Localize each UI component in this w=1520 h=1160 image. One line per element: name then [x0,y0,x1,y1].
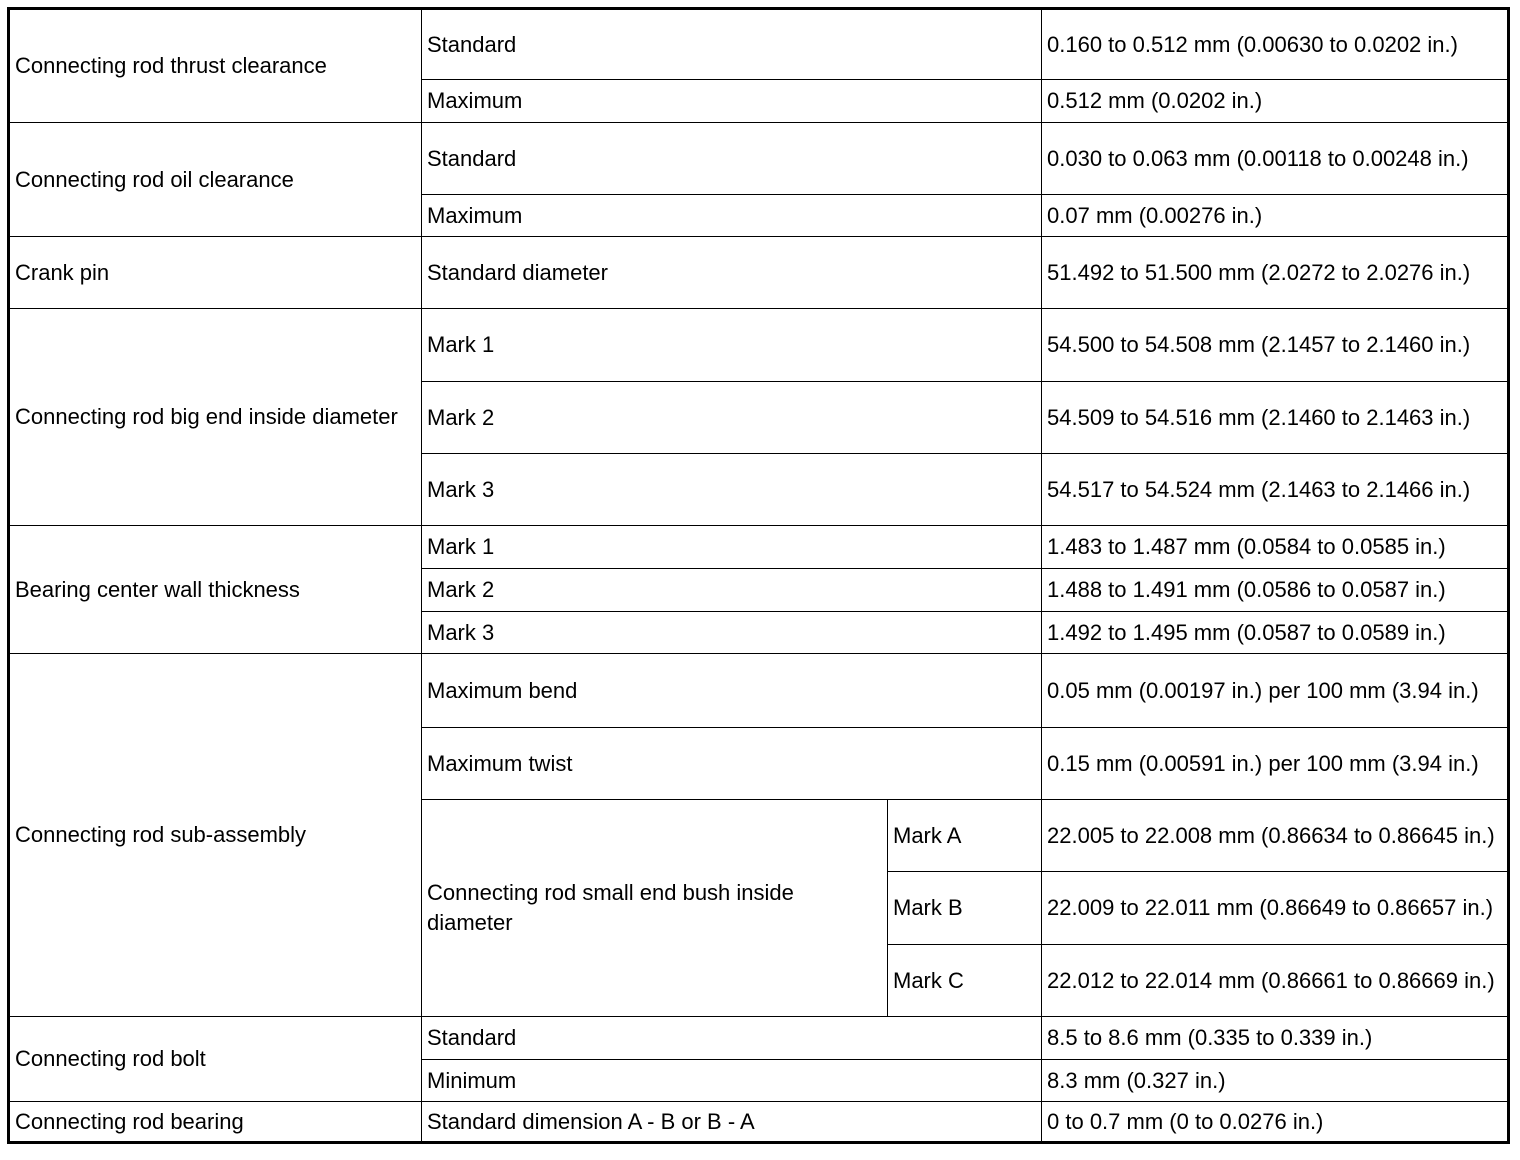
spec-value: 0.15 mm (0.00591 in.) per 100 mm (3.94 in.) [1042,728,1509,800]
item-cell: Connecting rod sub-assembly [9,654,422,1017]
item-cell: Connecting rod big end inside diameter [9,309,422,526]
spec-value: 0.05 mm (0.00197 in.) per 100 mm (3.94 in.) [1042,654,1509,728]
item-cell: Bearing center wall thickness [9,526,422,654]
spec-label: Maximum bend [422,654,1042,728]
spec-value: 1.488 to 1.491 mm (0.0586 to 0.0587 in.) [1042,569,1509,612]
table-row [9,309,1509,382]
spec-value: 51.492 to 51.500 mm (2.0272 to 2.0276 in.) [1042,237,1509,309]
item-cell: Connecting rod bolt [9,1017,422,1102]
mark-label: Mark C [888,945,1042,1017]
spec-label: Connecting rod small end bush inside diameter [422,800,888,1017]
spec-label: Minimum [422,1060,1042,1102]
spec-label: Standard [422,123,1042,195]
spec-value: 0.512 mm (0.0202 in.) [1042,80,1509,123]
table-row [9,123,1509,195]
item-cell: Connecting rod thrust clearance [9,9,422,123]
table-row [9,1102,1509,1143]
spec-label: Standard [422,1017,1042,1060]
spec-label: Mark 3 [422,612,1042,654]
item-cell: Connecting rod oil clearance [9,123,422,237]
spec-value: 0.030 to 0.063 mm (0.00118 to 0.00248 in.) [1042,123,1509,195]
spec-value: 22.009 to 22.011 mm (0.86649 to 0.86657 in.) [1042,872,1509,945]
spec-label: Maximum [422,195,1042,237]
spec-value: 8.3 mm (0.327 in.) [1042,1060,1509,1102]
table-row [9,9,1509,80]
spec-value: 1.492 to 1.495 mm (0.0587 to 0.0589 in.) [1042,612,1509,654]
spec-value: 0 to 0.7 mm (0 to 0.0276 in.) [1042,1102,1509,1143]
spec-value: 22.005 to 22.008 mm (0.86634 to 0.86645 in.) [1042,800,1509,872]
table-row [9,1017,1509,1060]
spec-label: Mark 2 [422,382,1042,454]
spec-value: 0.160 to 0.512 mm (0.00630 to 0.0202 in.) [1042,9,1509,80]
table-row [9,654,1509,728]
mark-label: Mark B [888,872,1042,945]
spec-value: 54.517 to 54.524 mm (2.1463 to 2.1466 in.) [1042,454,1509,526]
spec-label: Standard diameter [422,237,1042,309]
spec-label: Mark 3 [422,454,1042,526]
spec-label: Mark 2 [422,569,1042,612]
spec-value: 22.012 to 22.014 mm (0.86661 to 0.86669 in.) [1042,945,1509,1017]
table-row [9,526,1509,569]
spec-value: 54.509 to 54.516 mm (2.1460 to 2.1463 in.) [1042,382,1509,454]
spec-label: Maximum twist [422,728,1042,800]
spec-label: Mark 1 [422,526,1042,569]
spec-label: Standard [422,9,1042,80]
specification-table [7,7,1510,1144]
spec-label: Maximum [422,80,1042,123]
item-cell: Connecting rod bearing [9,1102,422,1143]
item-cell: Crank pin [9,237,422,309]
spec-label: Mark 1 [422,309,1042,382]
spec-value: 0.07 mm (0.00276 in.) [1042,195,1509,237]
spec-value: 8.5 to 8.6 mm (0.335 to 0.339 in.) [1042,1017,1509,1060]
spec-value: 54.500 to 54.508 mm (2.1457 to 2.1460 in.) [1042,309,1509,382]
spec-value: 1.483 to 1.487 mm (0.0584 to 0.0585 in.) [1042,526,1509,569]
mark-label: Mark A [888,800,1042,872]
spec-label: Standard dimension A - B or B - A [422,1102,1042,1143]
table-row [9,237,1509,309]
